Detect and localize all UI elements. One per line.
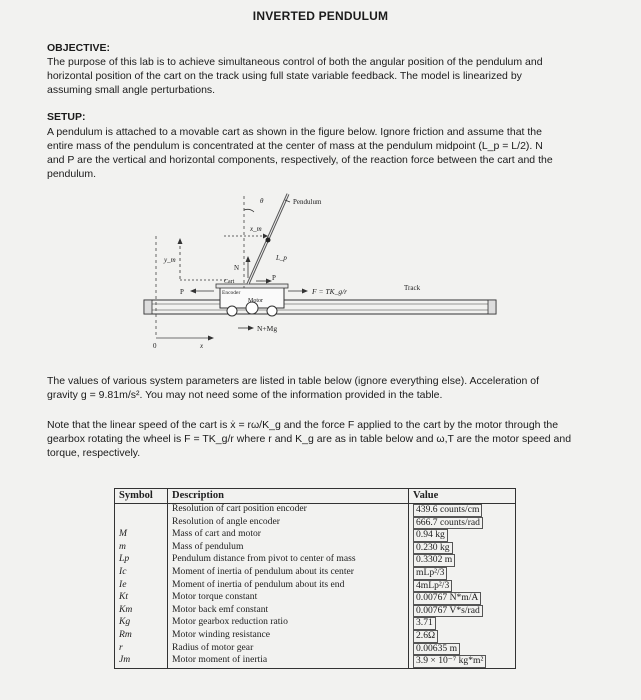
table-cell-value [409,529,516,542]
table-cell-description: Moment of inertia of pendulum about its center [168,567,409,580]
params-line: gravity g = 9.81m/s². You may not need some of the information provided in the table. [47,389,443,401]
table-cell-value [409,517,516,530]
p-right-label: P [272,274,276,282]
table-cell-description: Radius of motor gear [168,643,409,656]
cart-wheel-right [267,306,277,316]
value-text: 0.00767 V*s/rad [413,605,483,618]
header-value: Value [409,489,516,504]
track-end-right [488,300,496,314]
table-row [115,655,516,668]
table-cell-value [409,554,516,567]
lp-label: L_p [276,254,287,262]
table-cell-description: Mass of cart and motor [168,529,409,542]
table-cell-description: Moment of inertia of pendulum about its end [168,580,409,593]
pendulum-label: Pendulum [293,198,322,206]
note-line: Note that the linear speed of the cart is ẋ = rω/K_g and the force F applied to the cart by the motor through the [47,419,559,431]
objective-paragraph [47,55,592,97]
value-text: 0.230 kg [413,542,453,555]
objective-line: horizontal position of the cart on the track using full state variable feedback. The model is linearized by [47,70,522,82]
encoder-label: Encoder [222,290,241,296]
setup-line: entire mass of the pendulum is concentrated at the center of mass at the pendulum midpoint (L_p = L/2). N [47,140,543,152]
table-row [115,630,516,643]
p-left-label: P [180,288,184,296]
header-symbol: Symbol [115,489,168,504]
track-rail [144,300,496,314]
table-cell-symbol [115,504,168,517]
setup-line: pendulum. [47,168,97,180]
table-cell-description: Motor winding resistance [168,630,409,643]
table-cell-symbol: Jm [115,655,168,668]
value-text: 666.7 counts/rad [413,517,483,530]
table-row [115,592,516,605]
table-cell-description: Pendulum distance from pivot to center of mass [168,554,409,567]
track-label: Track [404,284,421,292]
table-cell-symbol: Kt [115,592,168,605]
nmg-label: N+Mg [257,324,278,333]
setup-heading: SETUP: [47,111,86,123]
table-cell-description: Motor back emf constant [168,605,409,618]
table-cell-description: Motor moment of inertia [168,655,409,668]
motor-label: Motor [248,298,263,304]
note-line: torque, respectively. [47,447,141,459]
xm-label: x_m [250,225,262,233]
origin-label: 0 [153,342,157,348]
value-text: 3.71 [413,617,436,630]
pendulum-cart-diagram [120,188,520,348]
header-description: Description [168,489,409,504]
value-text: 0.00635 m [413,643,460,656]
value-text: 0.00767 N*m/A [413,592,481,605]
table-row [115,504,516,517]
value-text: 0.94 kg [413,529,448,542]
n-label: N [234,264,240,272]
table-cell-value [409,504,516,517]
value-text: mLp²/3 [413,567,447,580]
page-title: INVERTED PENDULUM [252,9,389,23]
table-cell-value [409,542,516,555]
objective-heading: OBJECTIVE: [47,42,111,54]
table-cell-value [409,643,516,656]
table-cell-value [409,580,516,593]
table-row [115,529,516,542]
table-cell-symbol: Lp [115,554,168,567]
table-cell-description: Mass of pendulum [168,542,409,555]
value-text: 0.3302 m [413,554,455,567]
value-text: 2.6Ω [413,630,438,643]
table-cell-symbol: r [115,643,168,656]
cart-label: Cart [224,279,235,285]
objective-line: assuming small angle perturbations. [47,84,216,96]
table-cell-value [409,567,516,580]
table-cell-value [409,592,516,605]
table-cell-symbol: Kg [115,617,168,630]
table-cell-value [409,655,516,668]
table-cell-value [409,630,516,643]
table-cell-description: Motor gearbox reduction ratio [168,617,409,630]
table-cell-symbol: Rm [115,630,168,643]
table-cell-symbol: Ic [115,567,168,580]
value-text: 3.9 × 10⁻⁷ kg*m² [413,655,486,668]
ym-label: y_m [164,256,176,264]
note-line: gearbox rotating the wheel is F = TK_g/r where r and K_g are as in table below and ω,T are the motor speed and [47,433,572,445]
setup-paragraph [47,125,592,181]
pendulum-center-mass [266,238,271,243]
table-cell-symbol: m [115,542,168,555]
theta-label: θ [260,197,264,205]
force-label: F = TK_g/r [312,287,348,296]
table-header-row [115,489,516,504]
cart-wheel-left [227,306,237,316]
objective-line: The purpose of this lab is to achieve simultaneous control of both the angular position of the pendulum and [47,56,543,68]
table-cell-value [409,617,516,630]
params-paragraph [47,374,592,402]
params-line: The values of various system parameters are listed in table below (ignore everything else). Acceleration of [47,375,539,387]
table-row [115,567,516,580]
value-text: 439.6 counts/cm [413,504,482,517]
x-axis-label: x [200,342,204,348]
table-cell-symbol: Ie [115,580,168,593]
table-cell-description: Motor torque constant [168,592,409,605]
table-cell-value [409,605,516,618]
setup-line: A pendulum is attached to a movable cart as shown in the figure below. Ignore friction and assume that the [47,126,542,138]
table-cell-description: Resolution of cart position encoder [168,504,409,517]
track-end-left [144,300,152,314]
table-cell-description: Resolution of angle encoder [168,517,409,530]
value-text: 4mLp²/3 [413,580,452,593]
parameter-table [114,488,516,669]
note-paragraph [47,418,592,460]
table-cell-symbol: Km [115,605,168,618]
setup-line: and P are the vertical and horizontal components, respectively, of the reaction force between the cart and the [47,154,553,166]
table-cell-symbol: M [115,529,168,542]
